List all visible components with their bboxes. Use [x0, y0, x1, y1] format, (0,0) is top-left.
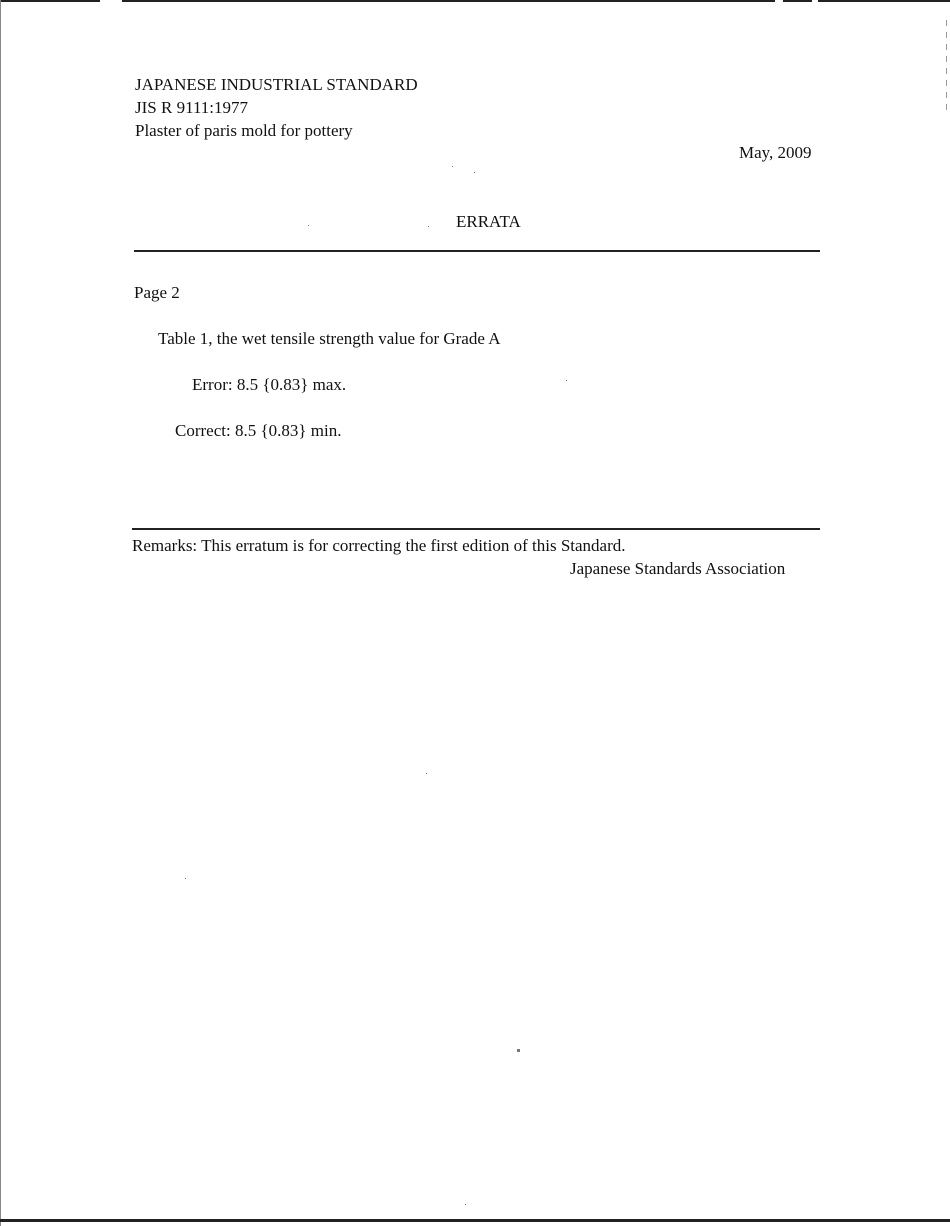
- document-header: [135, 73, 418, 142]
- scan-speck: [308, 225, 309, 226]
- document-date: May, 2009: [739, 143, 812, 162]
- scan-speck: [452, 166, 453, 167]
- standard-title: Plaster of paris mold for pottery: [135, 121, 353, 140]
- correction-item: Table 1, the wet tensile strength value for Grade A: [158, 329, 501, 348]
- scan-edge-top: [0, 0, 950, 2]
- scan-speck: [465, 1204, 466, 1205]
- remarks: Remarks: This erratum is for correcting the first edition of this Standard.: [132, 536, 626, 555]
- bottom-divider: [132, 528, 820, 530]
- standard-number: JIS R 9111:1977: [135, 98, 249, 117]
- scan-speck: [517, 1049, 520, 1052]
- scan-speck: [185, 878, 186, 879]
- scan-edge-bottom: [0, 1219, 950, 1222]
- top-divider: [134, 250, 820, 252]
- error-value: Error: 8.5 {0.83} max.: [192, 375, 347, 394]
- scan-speck: [428, 226, 429, 227]
- scan-edge-right: [946, 20, 947, 110]
- correct-value: Correct: 8.5 {0.83} min.: [175, 421, 342, 440]
- scan-speck: [474, 172, 475, 173]
- page-title: ERRATA: [456, 212, 521, 231]
- issuer: Japanese Standards Association: [570, 559, 786, 578]
- standard-type: JAPANESE INDUSTRIAL STANDARD: [135, 75, 418, 94]
- scan-speck: [566, 380, 567, 381]
- page-reference: Page 2: [134, 283, 180, 302]
- scan-edge-left: [0, 0, 1, 1226]
- scan-speck: [426, 773, 427, 774]
